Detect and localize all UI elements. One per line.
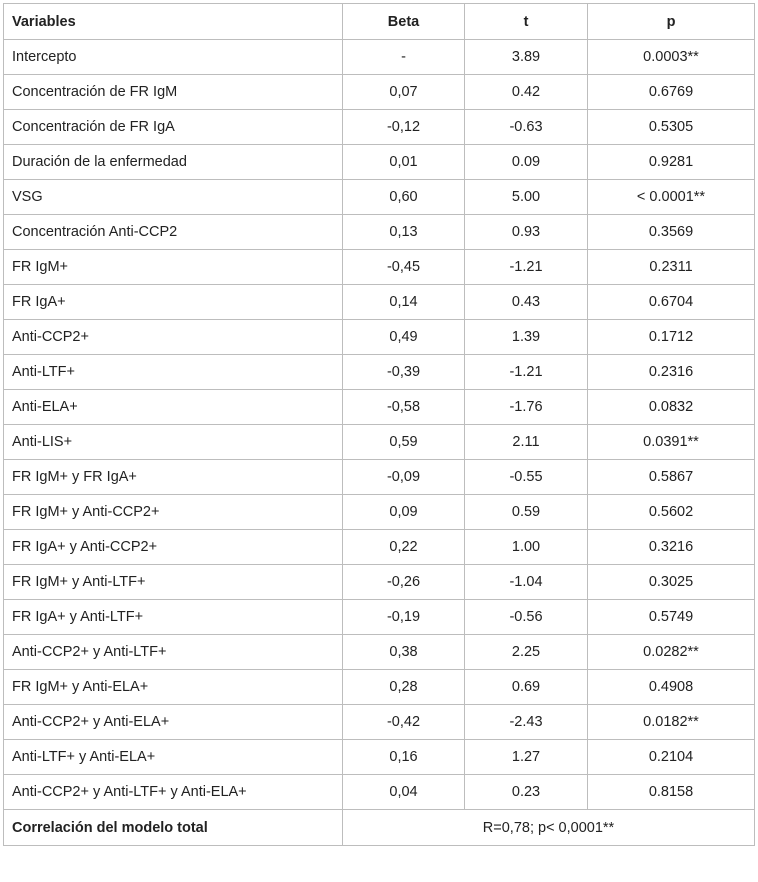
variable-cell: Concentración de FR IgM — [4, 75, 343, 110]
variable-cell: Anti-LIS+ — [4, 425, 343, 460]
t-cell: 5.00 — [465, 180, 588, 215]
header-variables: Variables — [4, 4, 343, 40]
t-cell: 0.42 — [465, 75, 588, 110]
t-cell: -1.21 — [465, 355, 588, 390]
p-cell: 0.8158 — [588, 775, 755, 810]
variable-cell: Concentración de FR IgA — [4, 110, 343, 145]
table-row — [4, 390, 755, 425]
t-cell: -1.21 — [465, 250, 588, 285]
t-cell: 1.39 — [465, 320, 588, 355]
beta-cell: 0,09 — [343, 495, 465, 530]
table-row — [4, 110, 755, 145]
p-cell: 0.4908 — [588, 670, 755, 705]
p-cell: 0.5867 — [588, 460, 755, 495]
table-row — [4, 145, 755, 180]
variable-cell: Anti-CCP2+ — [4, 320, 343, 355]
variable-cell: FR IgM+ y Anti-LTF+ — [4, 565, 343, 600]
variable-cell: FR IgM+ — [4, 250, 343, 285]
variable-cell: VSG — [4, 180, 343, 215]
variable-cell: FR IgM+ y FR IgA+ — [4, 460, 343, 495]
table-row — [4, 460, 755, 495]
beta-cell: - — [343, 40, 465, 75]
header-row — [4, 4, 755, 40]
variable-cell: FR IgA+ — [4, 285, 343, 320]
p-cell: 0.5305 — [588, 110, 755, 145]
variable-cell: Duración de la enfermedad — [4, 145, 343, 180]
model-correlation-label: Correlación del modelo total — [4, 810, 343, 846]
p-cell: 0.0182** — [588, 705, 755, 740]
t-cell: 0.93 — [465, 215, 588, 250]
beta-cell: 0,38 — [343, 635, 465, 670]
beta-cell: -0,58 — [343, 390, 465, 425]
table-row — [4, 565, 755, 600]
p-cell: 0.0832 — [588, 390, 755, 425]
p-cell: 0.2311 — [588, 250, 755, 285]
table-row — [4, 285, 755, 320]
beta-cell: 0,04 — [343, 775, 465, 810]
t-cell: 0.23 — [465, 775, 588, 810]
p-cell: 0.9281 — [588, 145, 755, 180]
beta-cell: 0,22 — [343, 530, 465, 565]
beta-cell: -0,09 — [343, 460, 465, 495]
variable-cell: FR IgA+ y Anti-CCP2+ — [4, 530, 343, 565]
table-row — [4, 530, 755, 565]
t-cell: 0.09 — [465, 145, 588, 180]
beta-cell: 0,13 — [343, 215, 465, 250]
table-row — [4, 250, 755, 285]
model-correlation-value: R=0,78; p< 0,0001** — [343, 810, 755, 846]
table-row — [4, 775, 755, 810]
p-cell: 0.0003** — [588, 40, 755, 75]
t-cell: 0.69 — [465, 670, 588, 705]
variable-cell: FR IgA+ y Anti-LTF+ — [4, 600, 343, 635]
p-cell: 0.3216 — [588, 530, 755, 565]
p-cell: 0.3569 — [588, 215, 755, 250]
variable-cell: Anti-LTF+ y Anti-ELA+ — [4, 740, 343, 775]
p-cell: 0.6769 — [588, 75, 755, 110]
table-row — [4, 355, 755, 390]
beta-cell: 0,14 — [343, 285, 465, 320]
t-cell: 2.25 — [465, 635, 588, 670]
beta-cell: -0,19 — [343, 600, 465, 635]
variable-cell: Anti-CCP2+ y Anti-ELA+ — [4, 705, 343, 740]
beta-cell: 0,01 — [343, 145, 465, 180]
table-row — [4, 215, 755, 250]
variable-cell: Concentración Anti-CCP2 — [4, 215, 343, 250]
p-cell: 0.2104 — [588, 740, 755, 775]
t-cell: 3.89 — [465, 40, 588, 75]
p-cell: 0.2316 — [588, 355, 755, 390]
t-cell: 1.27 — [465, 740, 588, 775]
p-cell: 0.5602 — [588, 495, 755, 530]
p-cell: 0.0282** — [588, 635, 755, 670]
p-cell: 0.3025 — [588, 565, 755, 600]
t-cell: -1.76 — [465, 390, 588, 425]
variable-cell: Anti-CCP2+ y Anti-LTF+ y Anti-ELA+ — [4, 775, 343, 810]
header-t: t — [465, 4, 588, 40]
t-cell: -0.55 — [465, 460, 588, 495]
table-row — [4, 75, 755, 110]
table-row — [4, 425, 755, 460]
variable-cell: Intercepto — [4, 40, 343, 75]
header-p: p — [588, 4, 755, 40]
t-cell: 2.11 — [465, 425, 588, 460]
variable-cell: FR IgM+ y Anti-CCP2+ — [4, 495, 343, 530]
beta-cell: 0,60 — [343, 180, 465, 215]
table-row — [4, 635, 755, 670]
t-cell: 0.59 — [465, 495, 588, 530]
table-row — [4, 670, 755, 705]
p-cell: 0.1712 — [588, 320, 755, 355]
header-beta: Beta — [343, 4, 465, 40]
beta-cell: 0,28 — [343, 670, 465, 705]
variable-cell: Anti-CCP2+ y Anti-LTF+ — [4, 635, 343, 670]
table-row — [4, 600, 755, 635]
beta-cell: 0,07 — [343, 75, 465, 110]
p-cell: 0.6704 — [588, 285, 755, 320]
t-cell: -0.56 — [465, 600, 588, 635]
beta-cell: 0,16 — [343, 740, 465, 775]
t-cell: -1.04 — [465, 565, 588, 600]
table-row — [4, 495, 755, 530]
p-cell: < 0.0001** — [588, 180, 755, 215]
table-row — [4, 180, 755, 215]
table-row — [4, 740, 755, 775]
t-cell: -0.63 — [465, 110, 588, 145]
variable-cell: Anti-ELA+ — [4, 390, 343, 425]
table-row — [4, 705, 755, 740]
beta-cell: -0,39 — [343, 355, 465, 390]
table-body — [4, 4, 755, 846]
variable-cell: Anti-LTF+ — [4, 355, 343, 390]
beta-cell: -0,45 — [343, 250, 465, 285]
variable-cell: FR IgM+ y Anti-ELA+ — [4, 670, 343, 705]
footer-row — [4, 810, 755, 846]
table-row — [4, 40, 755, 75]
t-cell: 0.43 — [465, 285, 588, 320]
beta-cell: -0,26 — [343, 565, 465, 600]
beta-cell: -0,12 — [343, 110, 465, 145]
regression-table — [3, 3, 755, 846]
p-cell: 0.5749 — [588, 600, 755, 635]
p-cell: 0.0391** — [588, 425, 755, 460]
beta-cell: 0,59 — [343, 425, 465, 460]
beta-cell: 0,49 — [343, 320, 465, 355]
t-cell: -2.43 — [465, 705, 588, 740]
table-row — [4, 320, 755, 355]
beta-cell: -0,42 — [343, 705, 465, 740]
t-cell: 1.00 — [465, 530, 588, 565]
